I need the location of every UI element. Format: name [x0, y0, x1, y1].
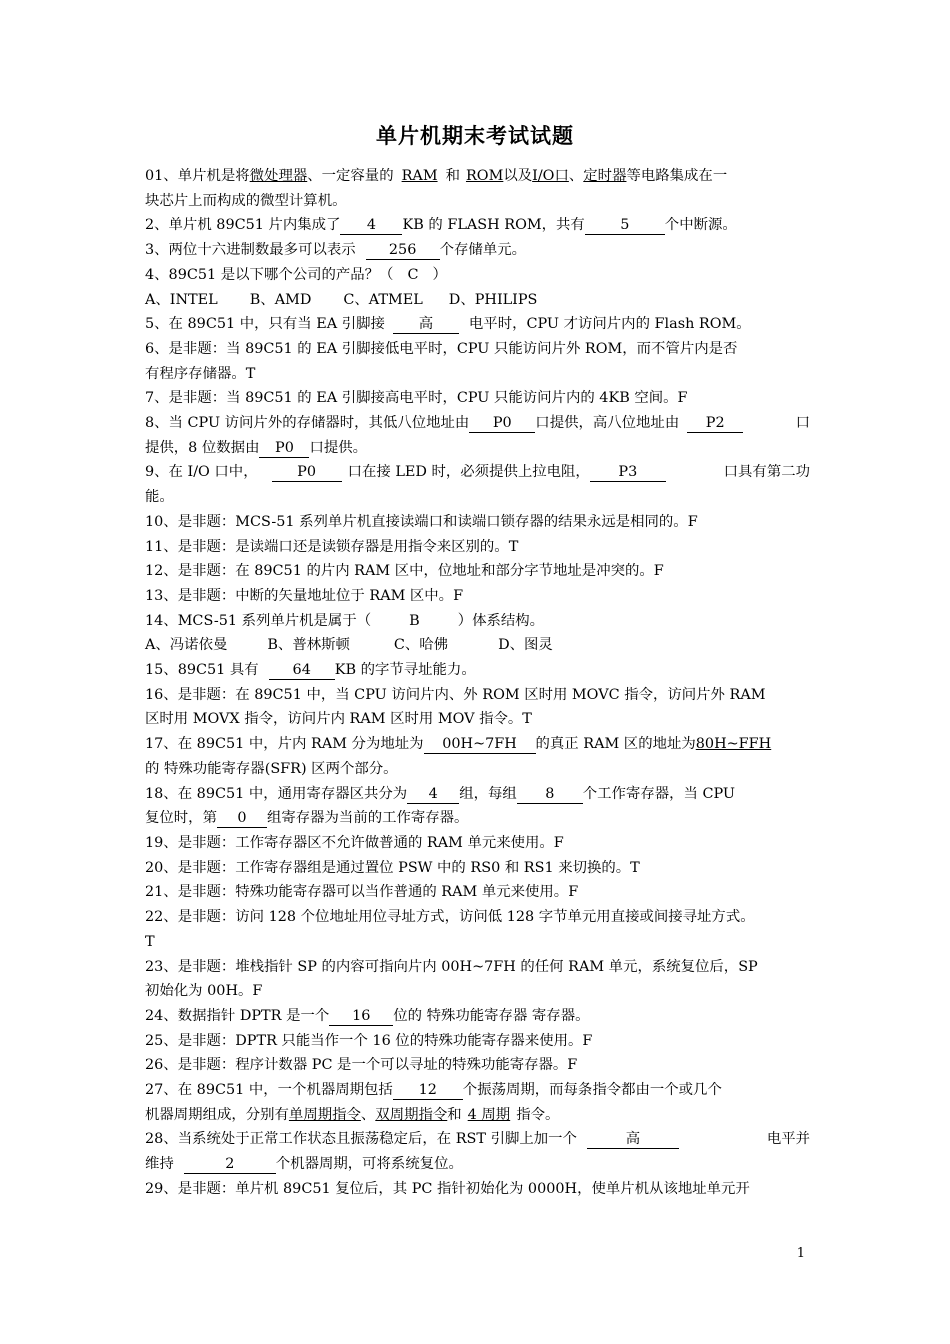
question-29: 29、是非题：单片机 89C51 复位后，其 PC 指针初始化为 0000H，使单片机从该地址单元开: [145, 1180, 750, 1197]
question-22: 22、是非题：访问 128 个位地址用位寻址方式，访问低 128 字节单元用直接或间接寻址方式。: [145, 909, 755, 926]
question-17-cont: 的 特殊功能寄存器(SFR) 区两个部分。: [145, 760, 398, 777]
question-13: 13、是非题：中断的矢量地址位于 RAM 区中。F: [145, 587, 464, 604]
question-21: 21、是非题：特殊功能寄存器可以当作普通的 RAM 单元来使用。F: [145, 884, 579, 901]
question-05: 5、在 89C51 中，只有当 EA 引脚接 高 电平时，CPU 才访问片内的 Flash ROM。: [145, 316, 751, 333]
question-18: 18、在 89C51 中，通用寄存器区共分为 4 组，每组 8 个工作寄存器，当 CPU: [145, 785, 736, 802]
question-11: 11、是非题：是读端口还是读锁存器是用指令来区别的。T: [145, 538, 519, 555]
question-20: 20、是非题：工作寄存器组是通过置位 PSW 中的 RS0 和 RS1 来切换的。T: [145, 859, 640, 876]
question-17: 17、在 89C51 中，片内 RAM 分为地址为 00H~7FH 的真正 RAM 区的地址为80H~FFH: [145, 736, 772, 753]
question-25: 25、是非题：DPTR 只能当作一个 16 位的特殊功能寄存器来使用。F: [145, 1032, 593, 1049]
question-18-cont: 复位时，第 0 组寄存器为当前的工作寄存器。: [145, 810, 469, 827]
question-03: 3、两位十六进制数最多可以表示 256 个存储单元。: [145, 242, 526, 259]
question-23-cont: 初始化为 00H。F: [145, 983, 263, 1000]
question-27: 27、在 89C51 中，一个机器周期包括 12 个振荡周期，而每条指令都由一个或几个: [145, 1082, 722, 1099]
question-list: [145, 164, 810, 1202]
question-09-cont: 能。: [145, 489, 174, 506]
question-16-cont: 区时用 MOVX 指令，访问片内 RAM 区时用 MOV 指令。T: [145, 711, 532, 728]
question-28-cont: 维持 2 个机器周期，可将系统复位。: [145, 1156, 463, 1173]
question-14-options: A、冯诺依曼 B、普林斯顿 C、哈佛 D、图灵: [145, 637, 553, 654]
question-14: 14、MCS-51 系列单片机是属于（ B ）体系结构。: [145, 612, 545, 629]
question-08: 8、当 CPU 访问片外的存储器时，其低八位地址由 P0 口提供，高八位地址由 P2 口: [145, 415, 810, 432]
question-24: 24、数据指针 DPTR 是一个 16 位的 特殊功能寄存器 寄存器。: [145, 1007, 590, 1024]
question-04-options: A、INTEL B、AMD C、ATMEL D、PHILIPS: [145, 291, 538, 308]
question-08-cont: 提供，8 位数据由 P0 口提供。: [145, 439, 368, 456]
question-26: 26、是非题：程序计数器 PC 是一个可以寻址的特殊功能寄存器。F: [145, 1057, 578, 1074]
question-12: 12、是非题：在 89C51 的片内 RAM 区中，位地址和部分字节地址是冲突的。F: [145, 563, 664, 580]
question-27-cont: 机器周期组成，分别有单周期指令、双周期指令和 4 周期 指令。: [145, 1106, 560, 1123]
question-22-cont: T: [145, 933, 155, 950]
question-28: 28、当系统处于正常工作状态且振荡稳定后，在 RST 引脚上加一个 高 电平并: [145, 1131, 810, 1148]
question-19: 19、是非题：工作寄存器区不允许做普通的 RAM 单元来使用。F: [145, 834, 564, 851]
question-09: 9、在 I/O 口中， P0 口在接 LED 时，必须提供上拉电阻， P3 口具有第二功: [145, 464, 810, 481]
question-02: 2、单片机 89C51 片内集成了 4 KB 的 FLASH ROM，共有 5 个中断源。: [145, 217, 737, 234]
question-10: 10、是非题：MCS-51 系列单片机直接读端口和读端口锁存器的结果永远是相同的。F: [145, 513, 698, 530]
question-06-cont: 有程序存储器。T: [145, 365, 256, 382]
question-01: 01、单片机是将微处理器、一定容量的 RAM 和 ROM以及I/O口、定时器等电路集成在一: [145, 168, 728, 184]
question-04: 4、89C51 是以下哪个公司的产品？（ C ）: [145, 266, 447, 283]
question-07: 7、是非题：当 89C51 的 EA 引脚接高电平时，CPU 只能访问片内的 4KB 空间。F: [145, 390, 688, 407]
page-title: 单片机期末考试试题: [376, 124, 574, 148]
page-number: 1: [796, 1246, 805, 1261]
question-23: 23、是非题：堆栈指针 SP 的内容可指向片内 00H~7FH 的任何 RAM 单元，系统复位后，SP: [145, 958, 758, 975]
question-06: 6、是非题：当 89C51 的 EA 引脚接低电平时，CPU 只能访问片外 ROM，而不管片内是否: [145, 340, 738, 357]
question-15: 15、89C51 具有 64 KB 的字节寻址能力。: [145, 662, 476, 679]
question-16: 16、是非题：在 89C51 中，当 CPU 访问片内、外 ROM 区时用 MOVC 指令，访问片外 RAM: [145, 686, 766, 703]
question-01-cont: 块芯片上而构成的微型计算机。: [145, 192, 347, 209]
